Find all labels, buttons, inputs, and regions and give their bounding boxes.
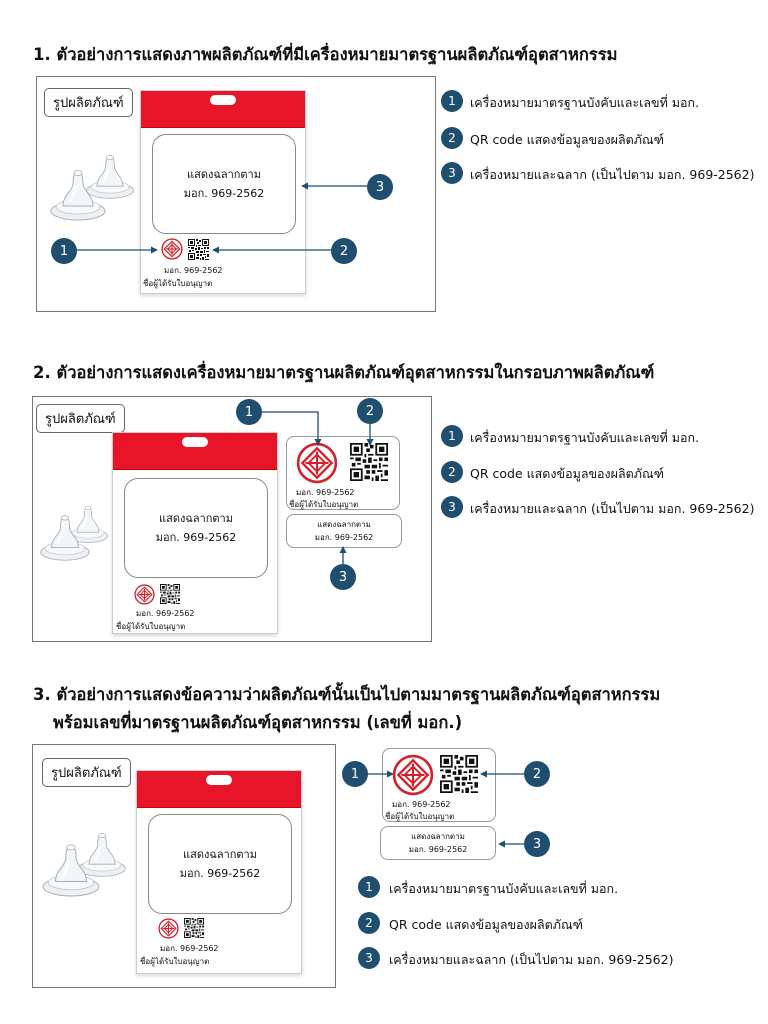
callout-1: 1 — [342, 761, 368, 787]
callout-3: 3 — [524, 831, 550, 857]
tis-number: มอก. 969-2562 — [296, 488, 355, 497]
callout-2: 2 — [524, 761, 550, 787]
legend-text-1: เครื่องหมายมาตรฐานบังคับและเลขที่ มอก. — [389, 881, 619, 896]
label-text-line-2: มอก. 969-2562 — [314, 533, 374, 542]
licensee-name: ชื่อผู้ได้รับใบอนุญาต — [140, 957, 210, 966]
legend-num-2: 2 — [358, 912, 380, 934]
label-text-line-2: มอก. 969-2562 — [179, 867, 261, 880]
label-text-line-2: มอก. 969-2562 — [183, 187, 265, 200]
legend-text-3: เครื่องหมายและฉลาก (เป็นไปตาม มอก. 969-2562) — [470, 501, 755, 516]
legend-num-3: 3 — [441, 162, 463, 184]
label-text-line-2: มอก. 969-2562 — [155, 531, 237, 544]
label-text-line-1: แสดงฉลากตาม — [317, 520, 371, 529]
label-text-line-1: แสดงฉลากตาม — [411, 832, 465, 841]
callout-1: 1 — [51, 238, 77, 264]
callout-1: 1 — [236, 399, 262, 425]
label-text-line-2: มอก. 969-2562 — [408, 845, 468, 854]
section-3-heading: 3. ตัวอย่างการแสดงข้อความว่าผลิตภัณฑ์นั้นเป็นไปตามมาตรฐานผลิตภัณฑ์อุตสาหกรรม — [33, 685, 661, 704]
legend-num-1: 1 — [441, 425, 463, 447]
label-text-line-1: แสดงฉลากตาม — [187, 168, 261, 181]
tis-number: มอก. 969-2562 — [160, 944, 219, 953]
legend-text-2: QR code แสดงข้อมูลของผลิตภัณฑ์ — [470, 466, 664, 481]
legend-text-1: เครื่องหมายมาตรฐานบังคับและเลขที่ มอก. — [470, 95, 700, 110]
tis-number: มอก. 969-2562 — [136, 609, 195, 618]
legend-num-2: 2 — [441, 461, 463, 483]
licensee-name: ชื่อผู้ได้รับใบอนุญาต — [289, 500, 359, 509]
label-text-line-1: แสดงฉลากตาม — [183, 848, 257, 861]
callout-3: 3 — [330, 564, 356, 590]
legend-text-2: QR code แสดงข้อมูลของผลิตภัณฑ์ — [389, 917, 583, 932]
section-3-heading-line-2: พร้อมเลขที่มาตรฐานผลิตภัณฑ์อุตสาหกรรม (เลขที่ มอก.) — [53, 713, 463, 732]
tis-number: มอก. 969-2562 — [164, 266, 223, 275]
tis-number: มอก. 969-2562 — [392, 800, 451, 809]
legend-num-1: 1 — [441, 90, 463, 112]
callout-2: 2 — [331, 238, 357, 264]
legend-num-2: 2 — [441, 127, 463, 149]
legend-num-3: 3 — [441, 496, 463, 518]
licensee-name: ชื่อผู้ได้รับใบอนุญาต — [116, 622, 186, 631]
section-1-heading: 1. ตัวอย่างการแสดงภาพผลิตภัณฑ์ที่มีเครื่องหมายมาตรฐานผลิตภัณฑ์อุตสาหกรรม — [33, 45, 618, 64]
legend-text-3: เครื่องหมายและฉลาก (เป็นไปตาม มอก. 969-2562) — [470, 167, 755, 182]
callout-2: 2 — [357, 398, 383, 424]
section-2-heading: 2. ตัวอย่างการแสดงเครื่องหมายมาตรฐานผลิตภัณฑ์อุตสาหกรรมในกรอบภาพผลิตภัณฑ์ — [33, 363, 655, 382]
callout-3: 3 — [367, 174, 393, 200]
legend-num-1: 1 — [358, 876, 380, 898]
legend-text-1: เครื่องหมายมาตรฐานบังคับและเลขที่ มอก. — [470, 430, 700, 445]
legend-num-3: 3 — [358, 947, 380, 969]
licensee-name: ชื่อผู้ได้รับใบอนุญาต — [385, 812, 455, 821]
product-label-tag: รูปผลิตภัณฑ์ — [36, 404, 125, 433]
label-text-line-1: แสดงฉลากตาม — [159, 512, 233, 525]
legend-text-3: เครื่องหมายและฉลาก (เป็นไปตาม มอก. 969-2562) — [389, 952, 674, 967]
product-label-tag: รูปผลิตภัณฑ์ — [42, 758, 131, 787]
licensee-name: ชื่อผู้ได้รับใบอนุญาต — [143, 279, 213, 288]
legend-text-2: QR code แสดงข้อมูลของผลิตภัณฑ์ — [470, 132, 664, 147]
product-label-tag: รูปผลิตภัณฑ์ — [44, 88, 133, 117]
